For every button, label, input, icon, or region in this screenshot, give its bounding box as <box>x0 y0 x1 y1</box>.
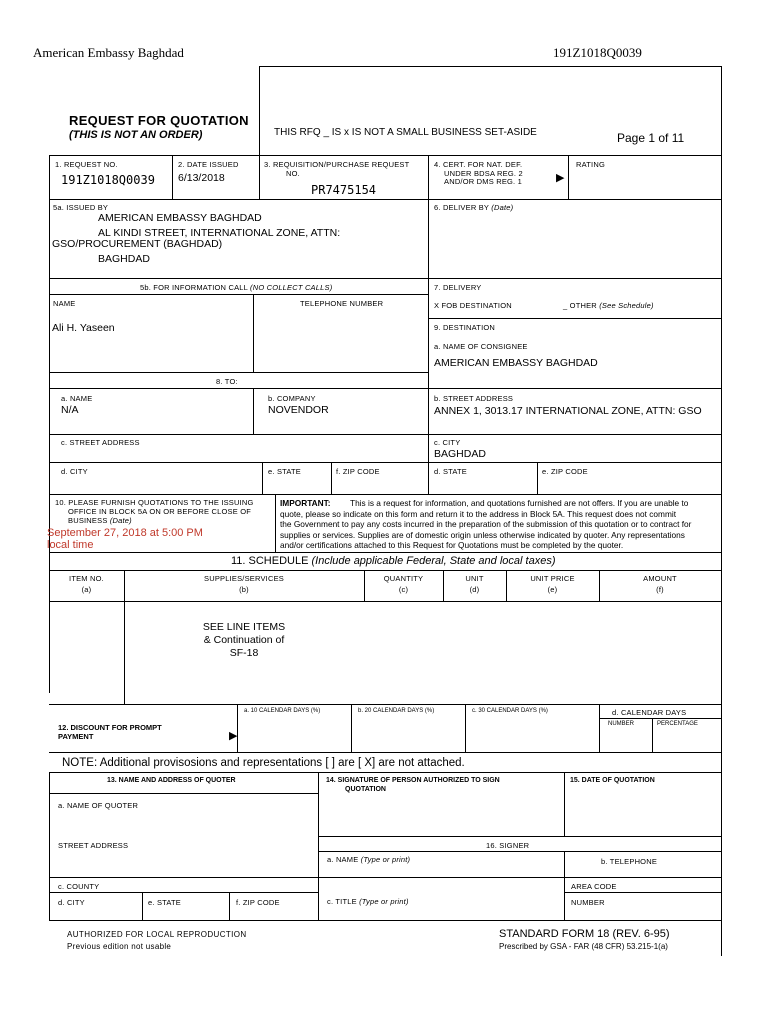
deliver-by-label: 6. DELIVER BY (Date) <box>434 203 514 212</box>
important-line1: This is a request for information, and quotations furnished are not offers. If you are unable to <box>350 498 689 508</box>
discount-20-days: b. 20 CALENDAR DAYS (%) <box>358 708 435 714</box>
form-subtitle: (THIS IS NOT AN ORDER) <box>69 129 203 141</box>
requisition-label-no: NO. <box>286 169 300 178</box>
date-issued-value: 6/13/2018 <box>178 172 225 184</box>
to-name-label: a. NAME <box>61 394 93 403</box>
issued-by-line3: GSO/PROCUREMENT (BAGHDAD) <box>52 238 223 250</box>
discount-label-2: PAYMENT <box>58 732 94 741</box>
schedule-title: 11. SCHEDULE (Include applicable Federal, State and local taxes) <box>231 555 556 567</box>
signer-label: 16. SIGNER <box>486 841 530 850</box>
quoter-name-label: a. NAME OF QUOTER <box>58 801 139 810</box>
cert-label-3: AND/OR DMS REG. 1 <box>444 177 522 186</box>
furnish-line2: OFFICE IN BLOCK 5A ON OR BEFORE CLOSE OF <box>68 507 252 516</box>
important-line4: supplies or services. Supplies are of domestic origin unless otherwise indicated by quoter. Any representations <box>280 530 685 540</box>
col-unit: UNIT (d) <box>465 574 484 594</box>
page-number: Page 1 of 11 <box>617 131 685 145</box>
telephone-label: TELEPHONE NUMBER <box>300 299 384 308</box>
due-local-time: local time <box>47 539 94 551</box>
contact-name-label: NAME <box>53 299 76 308</box>
quoter-state-label: e. STATE <box>148 898 181 907</box>
to-name-value: N/A <box>61 404 79 416</box>
requisition-label: 3. REQUISITION/PURCHASE REQUEST <box>264 160 410 169</box>
important-line2: quote, please so indicate on this form and return it to the address in Block 5A. This request does not commit <box>280 509 677 519</box>
signature-label-1: 14. SIGNATURE OF PERSON AUTHORIZED TO SIGN <box>326 777 500 784</box>
dest-street-label: b. STREET ADDRESS <box>434 394 514 403</box>
dest-street-value: ANNEX 1, 3013.17 INTERNATIONAL ZONE, ATTN: GSO <box>434 405 702 417</box>
quoter-street-label: STREET ADDRESS <box>58 841 129 850</box>
delivery-other: _ OTHER (See Schedule) <box>563 301 654 310</box>
delivery-label: 7. DELIVERY <box>434 283 482 292</box>
signer-name-label: a. NAME (Type or print) <box>327 855 411 864</box>
quoter-label: 13. NAME AND ADDRESS OF QUOTER <box>107 777 236 784</box>
furnish-line1: 10. PLEASE FURNISH QUOTATIONS TO THE ISSUING <box>55 498 254 507</box>
consignee-value: AMERICAN EMBASSY BAGHDAD <box>434 357 598 369</box>
discount-arrow-icon: ▶ <box>229 730 238 742</box>
to-street-label: c. STREET ADDRESS <box>61 438 140 447</box>
dest-city-label: c. CITY <box>434 438 461 447</box>
destination-label: 9. DESTINATION <box>434 323 496 332</box>
phone-number-label: NUMBER <box>571 898 605 907</box>
consignee-label: a. NAME OF CONSIGNEE <box>434 342 528 351</box>
date-issued-label: 2. DATE ISSUED <box>178 160 239 169</box>
discount-percentage: PERCENTAGE <box>657 721 698 727</box>
important-line3: the Government to pay any costs incurred in the preparation of the submission of this quotation or to contract for <box>280 519 692 529</box>
issued-by-line1: AMERICAN EMBASSY BAGHDAD <box>98 212 262 224</box>
to-company-value: NOVENDOR <box>268 404 329 416</box>
quoter-county-label: c. COUNTY <box>58 882 100 891</box>
important-line5: and/or certifications attached to this Request for Quotations must be completed by the quoter. <box>280 540 624 550</box>
dest-state-label: d. STATE <box>434 467 467 476</box>
furnish-line3: BUSINESS (Date) <box>68 516 132 525</box>
col-unit-price: UNIT PRICE (e) <box>530 574 575 594</box>
requisition-value: PR7475154 <box>311 183 377 197</box>
contact-name-value: Ali H. Yaseen <box>52 322 115 334</box>
cert-arrow-icon: ▶ <box>556 172 565 184</box>
due-date: September 27, 2018 at 5:00 PM <box>47 527 203 539</box>
issued-by-label: 5a. ISSUED BY <box>53 203 109 212</box>
quoter-city-label: d. CITY <box>58 898 85 907</box>
schedule-body: SEE LINE ITEMS & Continuation of SF-18 <box>202 621 286 659</box>
to-city-label: d. CITY <box>61 467 88 476</box>
discount-number: NUMBER <box>608 721 635 727</box>
important-heading: IMPORTANT: <box>280 498 331 508</box>
dest-city-value: BAGHDAD <box>434 448 486 460</box>
discount-10-days: a. 10 CALENDAR DAYS (%) <box>244 708 321 714</box>
discount-30-days: c. 30 CALENDAR DAYS (%) <box>472 708 548 714</box>
to-zip-label: f. ZIP CODE <box>336 467 380 476</box>
footer-prescribed: Prescribed by GSA - FAR (48 CFR) 53.215-1(a) <box>499 942 668 951</box>
to-state-label: e. STATE <box>268 467 301 476</box>
col-amount: AMOUNT (f) <box>643 574 677 594</box>
col-item-no: ITEM NO. (a) <box>69 574 104 594</box>
quoter-zip-label: f. ZIP CODE <box>236 898 280 907</box>
page-header-left: American Embassy Baghdad <box>33 45 184 60</box>
cert-label-2: UNDER BDSA REG. 2 <box>444 169 523 178</box>
dest-zip-label: e. ZIP CODE <box>542 467 588 476</box>
signer-phone-label: b. TELEPHONE <box>601 857 658 866</box>
small-business-line: THIS RFQ _ IS x IS NOT A SMALL BUSINESS SET-ASIDE <box>274 127 537 138</box>
form-title: REQUEST FOR QUOTATION <box>69 113 249 128</box>
footer-form-number: STANDARD FORM 18 (REV. 6-95) <box>499 928 670 940</box>
issued-by-line4: BAGHDAD <box>98 253 150 265</box>
quotation-date-label: 15. DATE OF QUOTATION <box>570 777 655 784</box>
request-no-value: 191Z1018Q0039 <box>61 173 155 187</box>
info-call-label: 5b. FOR INFORMATION CALL (NO COLLECT CALLS) <box>140 283 333 292</box>
to-company-label: b. COMPANY <box>268 394 316 403</box>
signature-label-2: QUOTATION <box>345 786 386 793</box>
col-quantity: QUANTITY (c) <box>383 574 424 594</box>
cert-label: 4. CERT. FOR NAT. DEF. <box>434 160 523 169</box>
area-code-label: AREA CODE <box>571 882 617 891</box>
fob-destination: X FOB DESTINATION <box>434 301 512 310</box>
attachments-note: NOTE: Additional provisosions and representations [ ] are [ X] are not attached. <box>62 757 465 769</box>
request-no-label: 1. REQUEST NO. <box>55 160 118 169</box>
footer-reproduction: AUTHORIZED FOR LOCAL REPRODUCTION <box>67 930 247 939</box>
signer-title-label: c. TITLE (Type or print) <box>327 897 409 906</box>
footer-edition: Previous edition not usable <box>67 942 172 951</box>
issued-by-line2: AL KINDI STREET, INTERNATIONAL ZONE, ATTN: <box>98 227 341 239</box>
discount-label-1: 12. DISCOUNT FOR PROMPT <box>58 723 162 732</box>
discount-calendar-days: d. CALENDAR DAYS <box>612 708 687 717</box>
to-label: 8. TO: <box>216 377 238 386</box>
page-header-right: 191Z1018Q0039 <box>553 45 642 60</box>
col-supplies: SUPPLIES/SERVICES (b) <box>204 574 284 594</box>
rating-label: RATING <box>576 160 605 169</box>
